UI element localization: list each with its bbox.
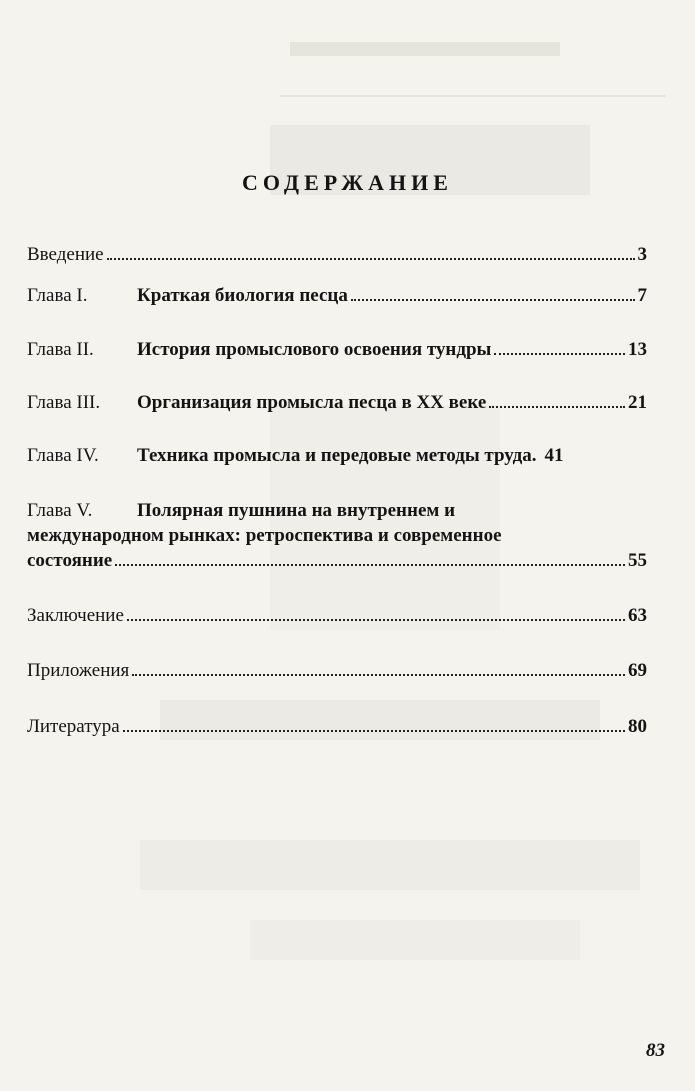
toc-entry-title: Приложения: [27, 660, 130, 681]
toc-entry-title: Организация промысла песца в XX веке: [137, 392, 487, 413]
toc-entry-chapter-2: [27, 338, 647, 362]
toc-entry-appendices: [27, 659, 647, 683]
dot-leader: [351, 298, 635, 301]
toc-entry-title-line-2: международном рынках: ретроспектива и современное: [27, 525, 502, 546]
toc-entry-title-line-1: Полярная пушнина на внутреннем и: [137, 500, 456, 521]
toc-page-number: 13: [628, 339, 647, 360]
toc-entry-references: [27, 715, 647, 739]
dot-leader: [123, 729, 625, 732]
toc-entry-chapter-3: [27, 391, 647, 415]
bleed-through-imprint-3: [250, 920, 580, 960]
toc-chapter-number: Глава II.: [27, 339, 94, 360]
toc-page-number: 41: [544, 445, 564, 466]
toc-entry-title: Литература: [27, 716, 120, 737]
toc-page-number: 3: [637, 244, 647, 265]
toc-page-number: 69: [628, 660, 647, 681]
dot-leader: [107, 257, 635, 260]
bleed-through-header: [290, 42, 560, 56]
dot-leader: [115, 563, 625, 566]
toc-chapter-number: Глава III.: [27, 392, 101, 413]
bleed-through-imprint-2: [140, 840, 640, 890]
dot-leader: [132, 673, 625, 676]
toc-entry-title-line-3: состояние: [27, 550, 113, 571]
toc-entry-title: Техника промысла и передовые методы труда.: [137, 445, 537, 466]
toc-entry-chapter-4: [27, 444, 647, 468]
toc-entry-title: История промыслового освоения тундры: [137, 339, 492, 360]
toc-page-number: 7: [637, 285, 647, 306]
toc-entry-conclusion: [27, 604, 647, 628]
toc-entry-title: Введение: [27, 244, 104, 265]
toc-chapter-number: Глава V.: [27, 500, 93, 521]
toc-entry-introduction: [27, 243, 647, 267]
toc-page-number: 80: [628, 716, 647, 737]
toc-chapter-number: Глава IV.: [27, 445, 99, 466]
dot-leader: [127, 618, 625, 621]
dot-leader: [494, 352, 625, 355]
toc-entry-title: Краткая биология песца: [137, 285, 348, 306]
toc-entry-chapter-1: [27, 284, 647, 308]
toc-page-number: 55: [628, 550, 647, 571]
toc-page-number: 63: [628, 605, 647, 626]
toc-page-number: 21: [628, 392, 647, 413]
dot-leader: [489, 405, 625, 408]
page-number: 83: [646, 1040, 665, 1061]
page-title: СОДЕРЖАНИЕ: [242, 170, 453, 195]
toc-entry-title: Заключение: [27, 605, 124, 626]
bleed-through-rule: [280, 95, 665, 97]
toc-chapter-number: Глава I.: [27, 285, 88, 306]
